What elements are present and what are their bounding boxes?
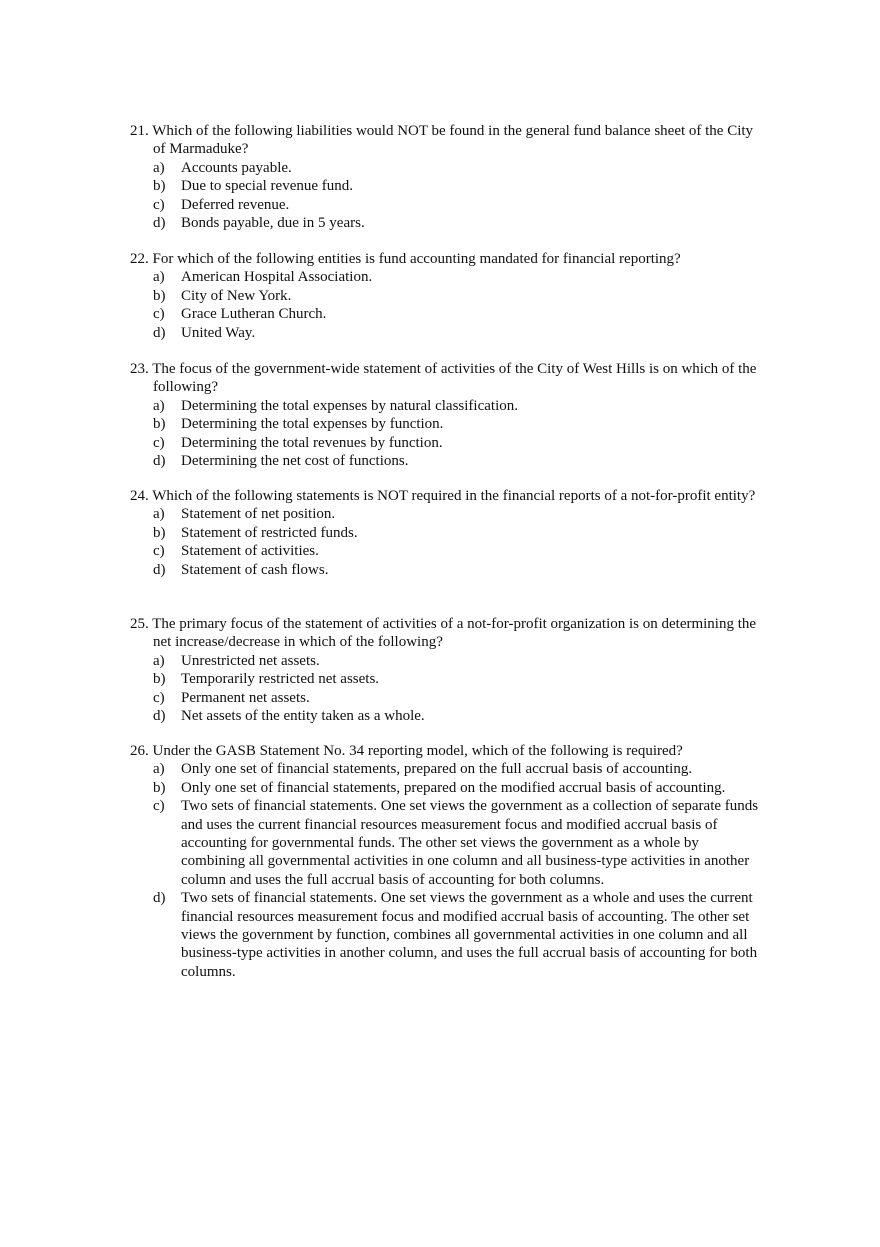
option-letter: d) <box>153 453 166 470</box>
option-letter: c) <box>153 689 165 706</box>
question-26 <box>130 742 760 981</box>
option-a <box>130 268 760 286</box>
option-letter: d) <box>153 890 166 907</box>
option-text: Permanent net assets. <box>181 689 310 706</box>
option-text: City of New York. <box>181 287 292 304</box>
option-text: Unrestricted net assets. <box>181 652 320 669</box>
option-a <box>130 760 760 778</box>
option-letter: b) <box>153 671 166 688</box>
option-c <box>130 689 760 707</box>
option-b <box>130 415 760 433</box>
option-b <box>130 524 760 542</box>
option-letter: c) <box>153 543 165 560</box>
option-c <box>130 542 760 560</box>
option-text: American Hospital Association. <box>181 269 373 286</box>
option-text: Only one set of financial statements, prepared on the full accrual basis of accounting. <box>181 761 693 778</box>
option-text: Statement of restricted funds. <box>181 524 358 541</box>
option-letter: b) <box>153 416 166 433</box>
question-22 <box>130 250 760 342</box>
option-list <box>130 652 760 726</box>
option-list <box>130 159 760 233</box>
option-a <box>130 505 760 523</box>
option-c <box>130 434 760 452</box>
option-b <box>130 177 760 195</box>
question-24 <box>130 487 760 579</box>
option-d <box>130 214 760 232</box>
option-b <box>130 779 760 797</box>
option-letter: b) <box>153 524 166 541</box>
option-list <box>130 397 760 471</box>
option-letter: a) <box>153 159 165 176</box>
option-text: Statement of net position. <box>181 506 336 523</box>
option-text: Deferred revenue. <box>181 196 290 213</box>
option-d <box>130 889 760 981</box>
question-23 <box>130 360 760 470</box>
option-letter: d) <box>153 561 166 578</box>
option-letter: d) <box>153 708 166 725</box>
option-letter: a) <box>153 652 165 669</box>
option-list <box>130 505 760 579</box>
option-letter: c) <box>153 196 165 213</box>
option-text: Statement of cash flows. <box>181 561 329 578</box>
question-stem: 22. For which of the following entities is fund accounting mandated for financial reporting? <box>130 251 681 267</box>
option-letter: a) <box>153 397 165 414</box>
option-text: Temporarily restricted net assets. <box>181 671 380 688</box>
question-25 <box>130 615 760 725</box>
option-text: Determining the net cost of functions. <box>181 453 409 470</box>
question-stem: 26. Under the GASB Statement No. 34 reporting model, which of the following is required? <box>130 743 683 759</box>
option-letter: b) <box>153 779 166 796</box>
option-a <box>130 397 760 415</box>
option-text: Two sets of financial statements. One set views the government as a collection of separate funds and uses the current financial resources measurement focus and modified accrual basis of accounting for governmental funds. The other set views the government as a whole by combining all governmental activities in one column and all business-type activities in another column and uses the full accrual basis of accounting for both columns. <box>181 798 759 888</box>
option-text: Only one set of financial statements, prepared on the modified accrual basis of accounting. <box>181 779 726 796</box>
option-letter: a) <box>153 761 165 778</box>
question-stem: 21. Which of the following liabilities would NOT be found in the general fund balance sheet of the City of Marmaduke? <box>130 123 754 158</box>
option-letter: c) <box>153 798 165 815</box>
option-b <box>130 287 760 305</box>
option-d <box>130 561 760 579</box>
option-letter: d) <box>153 324 166 341</box>
option-letter: b) <box>153 178 166 195</box>
question-21 <box>130 122 760 232</box>
option-list <box>130 268 760 342</box>
question-stem: 24. Which of the following statements is NOT required in the financial reports of a not-for-profit entity? <box>130 488 756 504</box>
option-text: Accounts payable. <box>181 159 292 176</box>
option-c <box>130 196 760 214</box>
question-stem: 23. The focus of the government-wide statement of activities of the City of West Hills is on which of the following? <box>130 361 757 396</box>
option-c <box>130 797 760 889</box>
option-text: Two sets of financial statements. One set views the government as a whole and uses the current financial resources measurement focus and modified accrual basis of accounting. The other set views the government by function, combines all governmental activities in one column and all business-type activities in another column, and uses the full accrual basis of accounting for both columns. <box>181 890 758 980</box>
option-letter: b) <box>153 287 166 304</box>
option-text: Net assets of the entity taken as a whole. <box>181 708 425 725</box>
option-d <box>130 324 760 342</box>
option-letter: a) <box>153 506 165 523</box>
option-letter: a) <box>153 269 165 286</box>
option-c <box>130 305 760 323</box>
option-text: Bonds payable, due in 5 years. <box>181 215 365 232</box>
option-letter: c) <box>153 434 165 451</box>
option-text: Due to special revenue fund. <box>181 178 354 195</box>
option-text: United Way. <box>181 324 256 341</box>
option-list <box>130 760 760 981</box>
question-stem: 25. The primary focus of the statement of activities of a not-for-profit organization is on determining the net increase/decrease in which of the following? <box>130 616 757 651</box>
option-text: Determining the total revenues by function. <box>181 434 443 451</box>
option-letter: d) <box>153 215 166 232</box>
option-letter: c) <box>153 306 165 323</box>
option-d <box>130 707 760 725</box>
option-text: Grace Lutheran Church. <box>181 306 327 323</box>
option-text: Determining the total expenses by natural classification. <box>181 397 518 414</box>
option-d <box>130 452 760 470</box>
option-a <box>130 652 760 670</box>
option-a <box>130 159 760 177</box>
option-text: Determining the total expenses by function. <box>181 416 444 433</box>
option-b <box>130 670 760 688</box>
option-text: Statement of activities. <box>181 543 319 560</box>
